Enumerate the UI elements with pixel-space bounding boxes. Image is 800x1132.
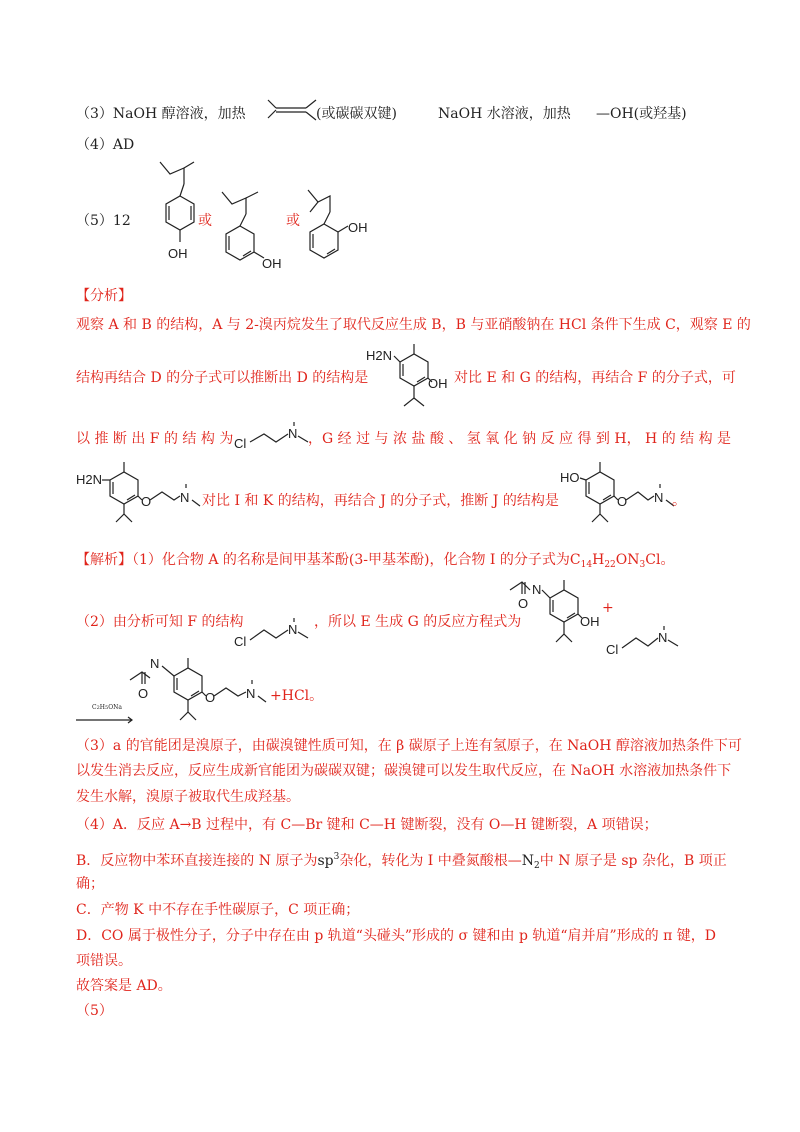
analysis-line-1: 观察 A 和 B 的结构，A 与 2-溴丙烷发生了取代反应生成 B，B 与亚硝酸钠在 HCl 条件下生成 C，观察 E 的 bbox=[76, 317, 751, 333]
explanation-p2a: （2）由分析可知 F 的结构 bbox=[76, 614, 244, 630]
n2-label: $N_2$ bbox=[521, 853, 540, 871]
n-label: N bbox=[150, 656, 160, 671]
analysis-line-2b: 对比 E 和 G 的结构，再结合 F 的分子式，可 bbox=[454, 370, 736, 386]
p4-2b: 杂化，转化为 I 中叠氮酸根— bbox=[339, 853, 522, 869]
arrow-reagent: C2H5ONa bbox=[92, 704, 122, 711]
explanation-p4-7: 故答案是 AD。 bbox=[76, 978, 172, 994]
plus-sign: + bbox=[602, 600, 614, 616]
explanation-p5: （5） bbox=[76, 1003, 113, 1019]
compound-d-structure bbox=[364, 340, 456, 414]
o-label: O bbox=[138, 686, 149, 701]
h2n-label: H2N bbox=[76, 472, 103, 487]
answer-5-count: （5）12 bbox=[76, 213, 131, 229]
o-label: O bbox=[617, 494, 628, 509]
cl-label: Cl bbox=[234, 436, 247, 451]
analysis-line-4b: 。 bbox=[672, 493, 686, 509]
explanation-p4-5: D．CO 属于极性分子，分子中存在由 p 轨道“头碰头”形成的 σ 键和由 p 轨道“肩并肩”形成的 π 键，D bbox=[76, 928, 716, 944]
explanation-p4-6: 项错误。 bbox=[76, 953, 132, 969]
n-label: N bbox=[654, 490, 664, 505]
formula-i: $C_{14}H_{22}ON_3Cl$ bbox=[569, 552, 661, 570]
cl-label: Cl bbox=[606, 642, 619, 657]
n-label: N bbox=[246, 686, 256, 701]
answer-3-mid: NaOH 水溶液，加热 bbox=[438, 106, 571, 122]
oh-label: OH bbox=[168, 246, 188, 261]
o-label: O bbox=[141, 494, 152, 509]
explanation-p2b: ，所以 E 生成 G 的反应方程式为 bbox=[314, 614, 522, 630]
p4-2c: 中 N 原子是 sp 杂化，B 项正 bbox=[539, 853, 727, 869]
p4-2a: B．反应物中苯环直接连接的 N 原子为 bbox=[76, 853, 318, 869]
explanation-heading: 【解析】 bbox=[76, 552, 132, 568]
compound-j-structure bbox=[560, 458, 680, 528]
oh-label: OH bbox=[262, 256, 282, 271]
n-label: N bbox=[658, 630, 668, 645]
analysis-line-4a: 对比 I 和 K 的结构，再结合 J 的分子式，推断 J 的结构是 bbox=[202, 493, 559, 509]
ho-label: HO bbox=[560, 470, 580, 485]
explanation-p4-1: （4）A．反应 A→B 过程中，有 C—Br 键和 C—H 键断裂，没有 O—H 键断裂，A 项错误； bbox=[76, 817, 658, 833]
answer-3-double-bond: (或碳碳双键) bbox=[316, 106, 397, 122]
analysis-line-2a: 结构再结合 D 的分子式可以推断出 D 的结构是 bbox=[76, 370, 369, 386]
isomer-ortho-structure bbox=[300, 184, 380, 274]
analysis-heading: 【分析】 bbox=[76, 288, 132, 304]
carbon-double-bond-structure bbox=[266, 96, 318, 124]
n-label: N bbox=[288, 622, 298, 637]
compound-f-structure-2 bbox=[234, 598, 320, 656]
o-label: O bbox=[205, 690, 216, 705]
hcl-product: +HCl。 bbox=[270, 688, 324, 704]
answer-4: （4）AD bbox=[76, 137, 135, 153]
explanation-p1-end: 。 bbox=[660, 552, 675, 568]
oh-label: OH bbox=[428, 376, 448, 391]
h2n-label: H2N bbox=[366, 348, 393, 363]
analysis-line-3b: ，G 经 过 与 浓 盐 酸 、 氢 氧 化 钠 反 应 得 到 H， H 的 结 构 是 bbox=[308, 431, 732, 447]
explanation-p3-3: 发生水解，溴原子被取代生成羟基。 bbox=[76, 789, 300, 805]
analysis-line-3a: 以 推 断 出 F 的 结 构 为 bbox=[76, 431, 234, 447]
explanation-p1 bbox=[76, 550, 674, 575]
oh-label: OH bbox=[348, 220, 368, 235]
answer-3-hydroxy: —OH(或羟基) bbox=[596, 106, 687, 122]
n-label: N bbox=[180, 490, 190, 505]
compound-f-structure-3 bbox=[606, 612, 692, 662]
o-label: O bbox=[518, 596, 529, 611]
explanation-p1-text: （1）化合物 A 的名称是间甲基苯酚(3-甲基苯酚)，化合物 I 的分子式为 bbox=[132, 552, 570, 568]
or-text-2: 或 bbox=[286, 213, 300, 229]
n-label: N bbox=[288, 426, 298, 441]
oh-label: OH bbox=[580, 614, 600, 629]
explanation-p4-3: 确； bbox=[76, 876, 104, 892]
compound-e-structure bbox=[506, 574, 606, 660]
explanation-p3-2: 以发生消去反应，反应生成新官能团为碳碳双键；碳溴键可以发生取代反应，在 NaOH 水溶液加热条件下 bbox=[76, 763, 732, 779]
explanation-p4-4: C．产物 K 中不存在手性碳原子，C 项正确； bbox=[76, 902, 360, 918]
cl-label: Cl bbox=[234, 634, 247, 649]
compound-h-structure bbox=[76, 458, 216, 528]
explanation-p4-2 bbox=[76, 847, 727, 876]
n-label: N bbox=[532, 582, 542, 597]
explanation-p3-1: （3）a 的官能团是溴原子，由碳溴键性质可知，在 β 碳原子上连有氢原子，在 NaOH 醇溶液加热条件下可 bbox=[76, 738, 742, 754]
sp3-label: $sp^3$ bbox=[317, 852, 340, 869]
answer-3-prefix: （3）NaOH 醇溶液，加热 bbox=[76, 106, 246, 122]
or-text-1: 或 bbox=[198, 213, 212, 229]
